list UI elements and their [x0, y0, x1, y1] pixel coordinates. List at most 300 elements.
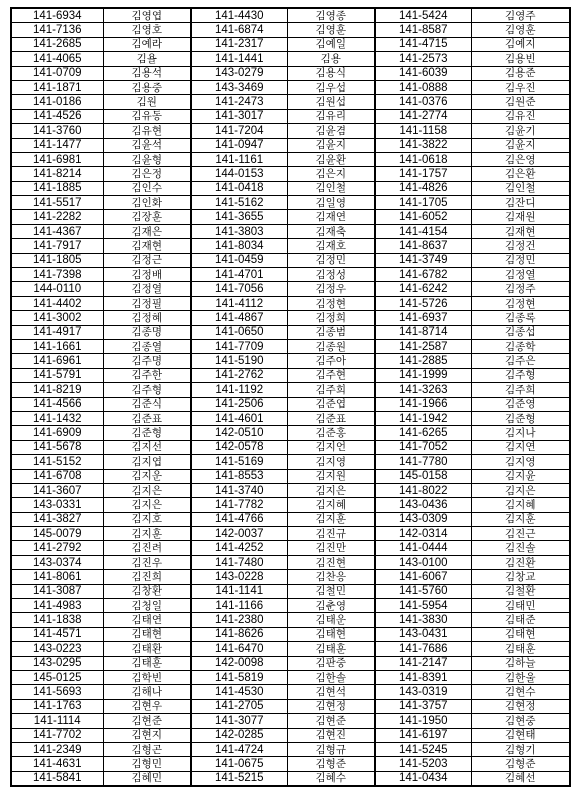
student-id-cell: 141-8553 — [191, 469, 287, 483]
student-name-cell: 김청일 — [103, 599, 191, 613]
student-id-cell: 141-8214 — [11, 167, 103, 181]
student-id-cell: 141-7709 — [191, 339, 287, 353]
student-id-cell: 141-6197 — [375, 728, 471, 742]
table-row — [11, 354, 570, 368]
student-id-cell: 141-3803 — [191, 224, 287, 238]
student-id-cell: 141-5203 — [375, 757, 471, 771]
student-name-cell: 김정열 — [103, 282, 191, 296]
student-name-cell: 김혜수 — [287, 771, 375, 786]
student-name-cell: 김재은 — [103, 224, 191, 238]
table-row — [11, 670, 570, 684]
table-row — [11, 109, 570, 123]
student-name-cell: 김지언 — [287, 440, 375, 454]
student-id-cell: 141-6961 — [11, 354, 103, 368]
student-name-cell: 김태현 — [471, 627, 570, 641]
student-name-cell: 김지은 — [103, 483, 191, 497]
student-id-cell: 141-2885 — [375, 354, 471, 368]
table-row — [11, 224, 570, 238]
table-row — [11, 570, 570, 584]
student-id-cell: 141-5791 — [11, 368, 103, 382]
table-row — [11, 66, 570, 80]
student-name-cell: 김형준 — [471, 757, 570, 771]
student-name-cell: 김형기 — [471, 742, 570, 756]
student-name-cell: 김지영 — [471, 455, 570, 469]
student-name-cell: 김정현 — [471, 296, 570, 310]
student-name-cell: 김윤기 — [471, 124, 570, 138]
student-id-cell: 141-2380 — [191, 613, 287, 627]
student-id-cell: 141-1871 — [11, 80, 103, 94]
student-name-cell: 김예라 — [103, 37, 191, 51]
student-name-cell: 김준엽 — [287, 397, 375, 411]
student-name-cell: 김정희 — [287, 311, 375, 325]
student-id-cell: 145-0158 — [375, 469, 471, 483]
student-id-cell: 141-7136 — [11, 23, 103, 37]
student-id-cell: 141-0709 — [11, 66, 103, 80]
student-name-cell: 김은정 — [103, 167, 191, 181]
student-name-cell: 김정주 — [471, 282, 570, 296]
student-id-cell: 141-3655 — [191, 210, 287, 224]
student-id-cell: 141-4826 — [375, 181, 471, 195]
table-row — [11, 411, 570, 425]
table-row — [11, 656, 570, 670]
student-name-cell: 김인수 — [103, 181, 191, 195]
student-name-cell: 김태현 — [287, 627, 375, 641]
student-name-cell: 김종록 — [471, 311, 570, 325]
table-row — [11, 426, 570, 440]
table-row — [11, 440, 570, 454]
student-id-cell: 141-1763 — [11, 699, 103, 713]
student-id-cell: 141-0186 — [11, 95, 103, 109]
student-name-cell: 김준영 — [471, 397, 570, 411]
student-id-cell: 141-6909 — [11, 426, 103, 440]
student-id-cell: 143-0319 — [375, 685, 471, 699]
student-name-cell: 김현수 — [471, 685, 570, 699]
student-name-cell: 김재호 — [287, 239, 375, 253]
student-id-cell: 141-5954 — [375, 599, 471, 613]
student-name-cell: 김한울 — [471, 670, 570, 684]
student-name-cell: 김형곤 — [103, 742, 191, 756]
student-name-cell: 김진현 — [287, 555, 375, 569]
student-id-cell: 141-7780 — [375, 455, 471, 469]
student-id-cell: 141-3607 — [11, 483, 103, 497]
table-row — [11, 181, 570, 195]
table-row — [11, 167, 570, 181]
student-id-cell: 141-4065 — [11, 52, 103, 66]
student-name-cell: 김진솔 — [471, 541, 570, 555]
student-id-cell: 141-4631 — [11, 757, 103, 771]
student-id-cell: 141-6265 — [375, 426, 471, 440]
table-row — [11, 368, 570, 382]
table-row — [11, 138, 570, 152]
student-id-cell: 141-8219 — [11, 383, 103, 397]
student-name-cell: 김정혜 — [103, 311, 191, 325]
student-id-cell: 141-1166 — [191, 599, 287, 613]
student-id-cell: 141-2762 — [191, 368, 287, 382]
student-id-cell: 141-4402 — [11, 296, 103, 310]
student-id-cell: 141-1705 — [375, 196, 471, 210]
student-id-cell: 143-0436 — [375, 498, 471, 512]
student-id-cell: 143-0223 — [11, 642, 103, 656]
student-name-cell: 김용석 — [103, 66, 191, 80]
student-id-cell: 141-3760 — [11, 124, 103, 138]
student-name-cell: 김재연 — [287, 210, 375, 224]
student-id-cell: 141-6039 — [375, 66, 471, 80]
student-name-cell: 김유현 — [103, 124, 191, 138]
student-name-cell: 김지은 — [471, 483, 570, 497]
student-name-cell: 김우진 — [471, 80, 570, 94]
student-name-cell: 김재현 — [103, 239, 191, 253]
student-id-cell: 143-0374 — [11, 555, 103, 569]
table-row — [11, 757, 570, 771]
student-name-cell: 김주희 — [471, 383, 570, 397]
table-row — [11, 52, 570, 66]
student-name-cell: 김종섭 — [471, 325, 570, 339]
student-id-cell: 141-3830 — [375, 613, 471, 627]
student-id-cell: 141-3002 — [11, 311, 103, 325]
student-id-cell: 141-5190 — [191, 354, 287, 368]
student-name-cell: 김인철 — [471, 181, 570, 195]
student-name-cell: 김용빈 — [471, 52, 570, 66]
student-name-cell: 김원 — [103, 95, 191, 109]
student-name-cell: 김종학 — [471, 339, 570, 353]
student-name-cell: 김현정 — [471, 699, 570, 713]
student-name-cell: 김진만 — [287, 541, 375, 555]
student-id-cell: 141-7480 — [191, 555, 287, 569]
table-row — [11, 383, 570, 397]
student-id-cell: 143-0228 — [191, 570, 287, 584]
student-id-cell: 142-0510 — [191, 426, 287, 440]
student-name-cell: 김춘영 — [287, 599, 375, 613]
roster-table-body — [11, 8, 570, 786]
student-name-cell: 김지영 — [287, 455, 375, 469]
student-id-cell: 141-1432 — [11, 411, 103, 425]
student-id-cell: 141-5162 — [191, 196, 287, 210]
student-id-cell: 141-4867 — [191, 311, 287, 325]
student-id-cell: 141-4566 — [11, 397, 103, 411]
student-name-cell: 김지나 — [471, 426, 570, 440]
table-row — [11, 742, 570, 756]
student-id-cell: 141-2573 — [375, 52, 471, 66]
student-id-cell: 141-3740 — [191, 483, 287, 497]
student-name-cell: 김진희 — [103, 570, 191, 584]
student-name-cell: 김주한 — [103, 368, 191, 382]
student-name-cell: 김준표 — [287, 411, 375, 425]
student-id-cell: 141-1161 — [191, 152, 287, 166]
student-name-cell: 김윤지 — [471, 138, 570, 152]
student-name-cell: 김유진 — [471, 109, 570, 123]
student-name-cell: 김판중 — [287, 656, 375, 670]
student-name-cell: 김영종 — [287, 8, 375, 23]
student-id-cell: 141-0888 — [375, 80, 471, 94]
student-id-cell: 141-5726 — [375, 296, 471, 310]
student-id-cell: 142-0037 — [191, 527, 287, 541]
student-id-cell: 143-0331 — [11, 498, 103, 512]
student-id-cell: 141-5841 — [11, 771, 103, 786]
student-name-cell: 김윤석 — [103, 138, 191, 152]
student-name-cell: 김장훈 — [103, 210, 191, 224]
student-id-cell: 141-5215 — [191, 771, 287, 786]
table-row — [11, 8, 570, 23]
table-row — [11, 253, 570, 267]
student-name-cell: 김형민 — [103, 757, 191, 771]
table-row — [11, 397, 570, 411]
student-name-cell: 김태운 — [287, 613, 375, 627]
table-row — [11, 268, 570, 282]
student-id-cell: 141-2705 — [191, 699, 287, 713]
student-id-cell: 141-4430 — [191, 8, 287, 23]
student-name-cell: 김하늘 — [471, 656, 570, 670]
student-name-cell: 김정열 — [471, 268, 570, 282]
student-name-cell: 김우섭 — [287, 80, 375, 94]
student-name-cell: 김정건 — [471, 239, 570, 253]
table-row — [11, 512, 570, 526]
student-name-cell: 김지혜 — [471, 498, 570, 512]
student-id-cell: 141-5760 — [375, 584, 471, 598]
student-name-cell: 김일영 — [287, 196, 375, 210]
student-name-cell: 김태훈 — [287, 642, 375, 656]
student-id-cell: 141-2792 — [11, 541, 103, 555]
student-id-cell: 141-4154 — [375, 224, 471, 238]
student-name-cell: 김철민 — [287, 584, 375, 598]
student-id-cell: 141-1114 — [11, 714, 103, 728]
student-id-cell: 141-3822 — [375, 138, 471, 152]
table-row — [11, 699, 570, 713]
student-name-cell: 김준형 — [471, 411, 570, 425]
student-id-cell: 141-2473 — [191, 95, 287, 109]
student-id-cell: 141-6937 — [375, 311, 471, 325]
student-id-cell: 141-2282 — [11, 210, 103, 224]
student-name-cell: 김주명 — [103, 354, 191, 368]
student-id-cell: 141-1141 — [191, 584, 287, 598]
student-id-cell: 141-7204 — [191, 124, 287, 138]
student-name-cell: 김종명 — [103, 325, 191, 339]
student-id-cell: 143-3469 — [191, 80, 287, 94]
student-name-cell: 김주은 — [471, 354, 570, 368]
student-id-cell: 141-7056 — [191, 282, 287, 296]
table-row — [11, 239, 570, 253]
student-id-cell: 141-1805 — [11, 253, 103, 267]
student-name-cell: 김은영 — [471, 152, 570, 166]
student-name-cell: 김지혜 — [287, 498, 375, 512]
student-name-cell: 김현중 — [471, 714, 570, 728]
student-id-cell: 141-6708 — [11, 469, 103, 483]
student-name-cell: 김혜선 — [471, 771, 570, 786]
table-row — [11, 23, 570, 37]
student-name-cell: 김재원 — [471, 210, 570, 224]
student-id-cell: 141-4367 — [11, 224, 103, 238]
student-name-cell: 김주형 — [103, 383, 191, 397]
student-id-cell: 145-0079 — [11, 527, 103, 541]
student-id-cell: 141-3263 — [375, 383, 471, 397]
student-name-cell: 김지훈 — [287, 512, 375, 526]
table-row — [11, 282, 570, 296]
student-id-cell: 141-4571 — [11, 627, 103, 641]
student-id-cell: 141-5424 — [375, 8, 471, 23]
student-id-cell: 141-8714 — [375, 325, 471, 339]
student-id-cell: 141-1999 — [375, 368, 471, 382]
student-name-cell: 김진려 — [103, 541, 191, 555]
student-id-cell: 141-3017 — [191, 109, 287, 123]
student-id-cell: 145-0125 — [11, 670, 103, 684]
student-name-cell: 김주현 — [287, 368, 375, 382]
student-name-cell: 김재현 — [471, 224, 570, 238]
student-id-cell: 141-2147 — [375, 656, 471, 670]
student-name-cell: 김지은 — [103, 498, 191, 512]
table-row — [11, 555, 570, 569]
table-row — [11, 771, 570, 786]
student-name-cell: 김철환 — [471, 584, 570, 598]
student-id-cell: 141-1838 — [11, 613, 103, 627]
table-row — [11, 455, 570, 469]
student-id-cell: 141-6052 — [375, 210, 471, 224]
student-name-cell: 김지원 — [287, 469, 375, 483]
student-name-cell: 김진우 — [103, 555, 191, 569]
table-row — [11, 685, 570, 699]
student-name-cell: 김용식 — [287, 66, 375, 80]
student-name-cell: 김인화 — [103, 196, 191, 210]
student-name-cell: 김정현 — [287, 296, 375, 310]
student-id-cell: 141-4983 — [11, 599, 103, 613]
student-name-cell: 김준홍 — [287, 426, 375, 440]
student-name-cell: 김지은 — [287, 483, 375, 497]
table-row — [11, 469, 570, 483]
student-id-cell: 141-4701 — [191, 268, 287, 282]
student-name-cell: 김주아 — [287, 354, 375, 368]
student-name-cell: 김준식 — [103, 397, 191, 411]
student-id-cell: 141-8061 — [11, 570, 103, 584]
student-id-cell: 142-0314 — [375, 527, 471, 541]
table-row — [11, 642, 570, 656]
student-name-cell: 김준형 — [103, 426, 191, 440]
student-id-cell: 144-0110 — [11, 282, 103, 296]
student-name-cell: 김지연 — [471, 440, 570, 454]
student-id-cell: 141-8022 — [375, 483, 471, 497]
student-name-cell: 김윤겸 — [287, 124, 375, 138]
student-name-cell: 김정성 — [287, 268, 375, 282]
student-id-cell: 141-4112 — [191, 296, 287, 310]
student-id-cell: 141-0675 — [191, 757, 287, 771]
student-id-cell: 142-0578 — [191, 440, 287, 454]
student-name-cell: 김한솔 — [287, 670, 375, 684]
student-name-cell: 김잔디 — [471, 196, 570, 210]
table-row — [11, 210, 570, 224]
student-id-cell: 141-1950 — [375, 714, 471, 728]
student-name-cell: 김현준 — [287, 714, 375, 728]
student-id-cell: 141-0650 — [191, 325, 287, 339]
student-name-cell: 김혜민 — [103, 771, 191, 786]
table-row — [11, 325, 570, 339]
student-name-cell: 김창교 — [471, 570, 570, 584]
roster-table — [10, 7, 571, 787]
student-name-cell: 김지호 — [103, 512, 191, 526]
student-id-cell: 141-8391 — [375, 670, 471, 684]
student-id-cell: 141-3087 — [11, 584, 103, 598]
student-name-cell: 김용 — [287, 52, 375, 66]
student-id-cell: 141-7702 — [11, 728, 103, 742]
student-id-cell: 141-3757 — [375, 699, 471, 713]
student-name-cell: 김태민 — [471, 599, 570, 613]
student-id-cell: 141-0444 — [375, 541, 471, 555]
student-id-cell: 141-6782 — [375, 268, 471, 282]
student-name-cell: 김윤형 — [103, 152, 191, 166]
student-name-cell: 김윤환 — [287, 152, 375, 166]
student-name-cell: 김주형 — [471, 368, 570, 382]
student-name-cell: 김현정 — [287, 699, 375, 713]
student-name-cell: 김지윤 — [471, 469, 570, 483]
student-name-cell: 김정우 — [287, 282, 375, 296]
student-id-cell: 141-1661 — [11, 339, 103, 353]
student-id-cell: 141-7686 — [375, 642, 471, 656]
student-id-cell: 141-6874 — [191, 23, 287, 37]
student-name-cell: 김재축 — [287, 224, 375, 238]
student-name-cell: 김현태 — [471, 728, 570, 742]
student-id-cell: 141-7398 — [11, 268, 103, 282]
student-name-cell: 김종원 — [287, 339, 375, 353]
student-name-cell: 김용준 — [471, 66, 570, 80]
student-name-cell: 김원준 — [471, 95, 570, 109]
student-name-cell: 김인철 — [287, 181, 375, 195]
student-id-cell: 141-4526 — [11, 109, 103, 123]
student-id-cell: 141-4766 — [191, 512, 287, 526]
table-row — [11, 613, 570, 627]
student-id-cell: 141-4601 — [191, 411, 287, 425]
table-row — [11, 296, 570, 310]
student-id-cell: 141-1885 — [11, 181, 103, 195]
student-name-cell: 김영훈 — [471, 23, 570, 37]
student-id-cell: 141-5245 — [375, 742, 471, 756]
student-id-cell: 141-4252 — [191, 541, 287, 555]
student-id-cell: 141-6934 — [11, 8, 103, 23]
student-id-cell: 141-6470 — [191, 642, 287, 656]
student-id-cell: 143-0100 — [375, 555, 471, 569]
student-id-cell: 141-2349 — [11, 742, 103, 756]
student-name-cell: 김원섭 — [287, 95, 375, 109]
student-name-cell: 김예일 — [287, 37, 375, 51]
student-name-cell: 김정민 — [287, 253, 375, 267]
table-row — [11, 37, 570, 51]
student-name-cell: 김지훈 — [103, 527, 191, 541]
student-name-cell: 김창환 — [103, 584, 191, 598]
student-id-cell: 141-0376 — [375, 95, 471, 109]
student-name-cell: 김형규 — [287, 742, 375, 756]
student-name-cell: 김예지 — [471, 37, 570, 51]
student-id-cell: 141-5169 — [191, 455, 287, 469]
student-name-cell: 김영호 — [103, 23, 191, 37]
student-name-cell: 김태훈 — [471, 642, 570, 656]
student-id-cell: 141-3749 — [375, 253, 471, 267]
student-id-cell: 141-7782 — [191, 498, 287, 512]
table-row — [11, 599, 570, 613]
table-row — [11, 541, 570, 555]
student-id-cell: 141-8034 — [191, 239, 287, 253]
student-name-cell: 김진환 — [471, 555, 570, 569]
student-id-cell: 141-2685 — [11, 37, 103, 51]
student-name-cell: 김찬응 — [287, 570, 375, 584]
table-row — [11, 627, 570, 641]
student-id-cell: 143-0431 — [375, 627, 471, 641]
student-id-cell: 141-1158 — [375, 124, 471, 138]
table-row — [11, 80, 570, 94]
student-name-cell: 김주희 — [287, 383, 375, 397]
student-name-cell: 김학빈 — [103, 670, 191, 684]
student-name-cell: 김영엽 — [103, 8, 191, 23]
student-id-cell: 141-1966 — [375, 397, 471, 411]
student-name-cell: 김욜 — [103, 52, 191, 66]
student-id-cell: 141-4917 — [11, 325, 103, 339]
student-name-cell: 김종열 — [103, 339, 191, 353]
student-name-cell: 김지선 — [103, 440, 191, 454]
student-id-cell: 141-2587 — [375, 339, 471, 353]
